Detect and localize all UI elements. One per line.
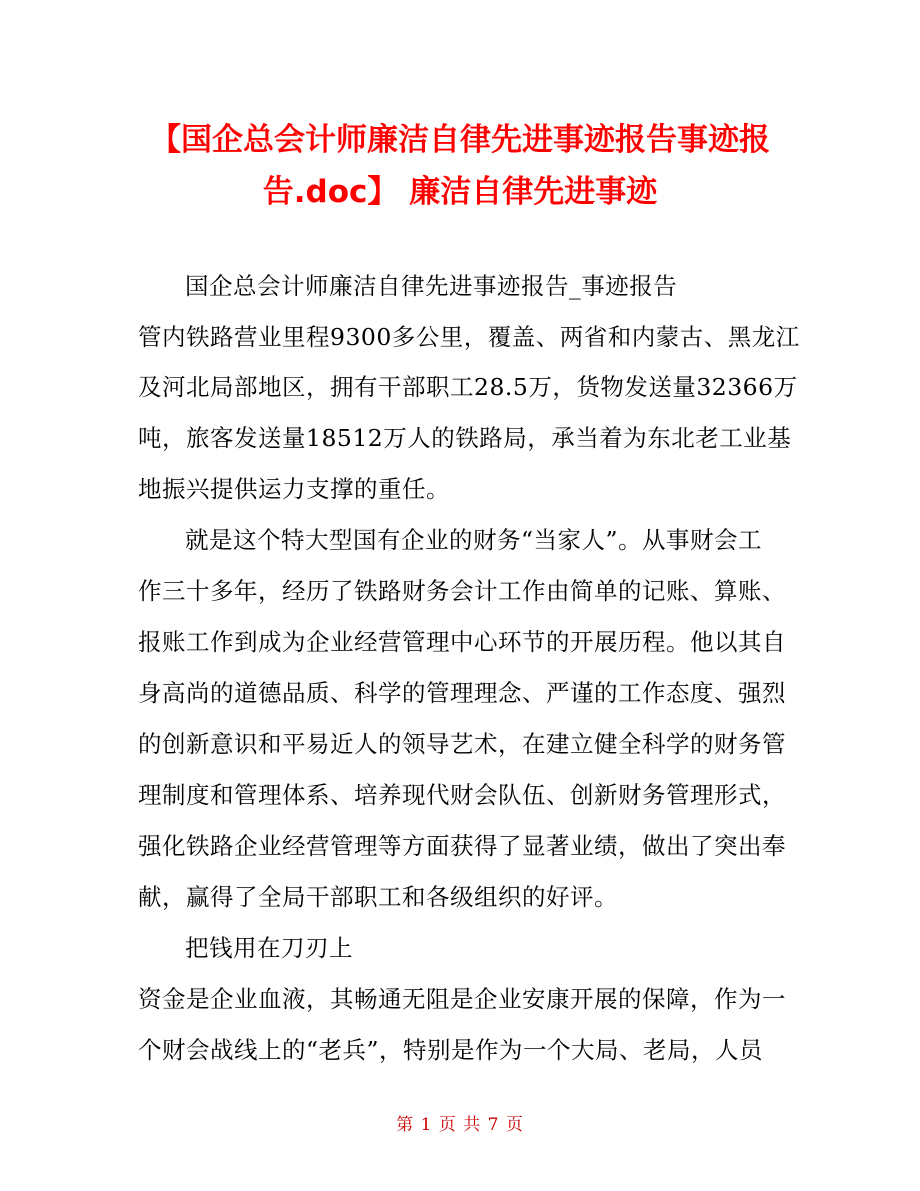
paragraph-line: 管内铁路营业里程9300多公里，覆盖、两省和内蒙古、黑龙江 (138, 323, 800, 351)
paragraph-line: 强化铁路企业经营管理等方面获得了显著业绩，做出了突出奉 (138, 832, 786, 860)
paragraph-line: 的创新意识和平易近人的领导艺术，在建立健全科学的财务管 (138, 730, 786, 758)
paragraph-line: 及河北局部地区，拥有干部职工28.5万，货物发送量32366万 (138, 373, 798, 401)
page-indicator: 第 1 页 共 7 页 (396, 1115, 524, 1135)
paragraph-line: 个财会战线上的“老兵”，特别是作为一个大局、老局，人员 (138, 1036, 764, 1064)
paragraph-line: 国企总会计师廉洁自律先进事迹报告_事迹报告 (185, 272, 678, 300)
paragraph-line: 献，赢得了全局干部职工和各级组织的好评。 (138, 883, 618, 911)
paragraph-line: 吨，旅客发送量18512万人的铁路局，承当着为东北老工业基 (138, 424, 792, 452)
paragraph-line: 身高尚的道德品质、科学的管理理念、严谨的工作态度、强烈 (138, 679, 786, 707)
document-title-line-2: 告.doc】 廉洁自律先进事迹 (262, 174, 658, 210)
paragraph-line: 就是这个特大型国有企业的财务“当家人”。从事财会工 (185, 526, 763, 554)
paragraph-line: 报账工作到成为企业经营管理中心环节的开展历程。他以其自 (138, 628, 786, 656)
section-heading: 把钱用在刀刃上 (185, 934, 353, 962)
paragraph-line: 理制度和管理体系、培养现代财会队伍、创新财务管理形式， (138, 781, 786, 809)
paragraph-line: 地振兴提供运力支撑的重任。 (138, 475, 450, 503)
paragraph-line: 资金是企业血液，其畅通无阻是企业安康开展的保障，作为一 (138, 985, 786, 1013)
document-title-line-1: 【国企总会计师廉洁自律先进事迹报告事迹报 (150, 122, 770, 158)
paragraph-line: 作三十多年，经历了铁路财务会计工作由简单的记账、算账、 (138, 577, 786, 605)
